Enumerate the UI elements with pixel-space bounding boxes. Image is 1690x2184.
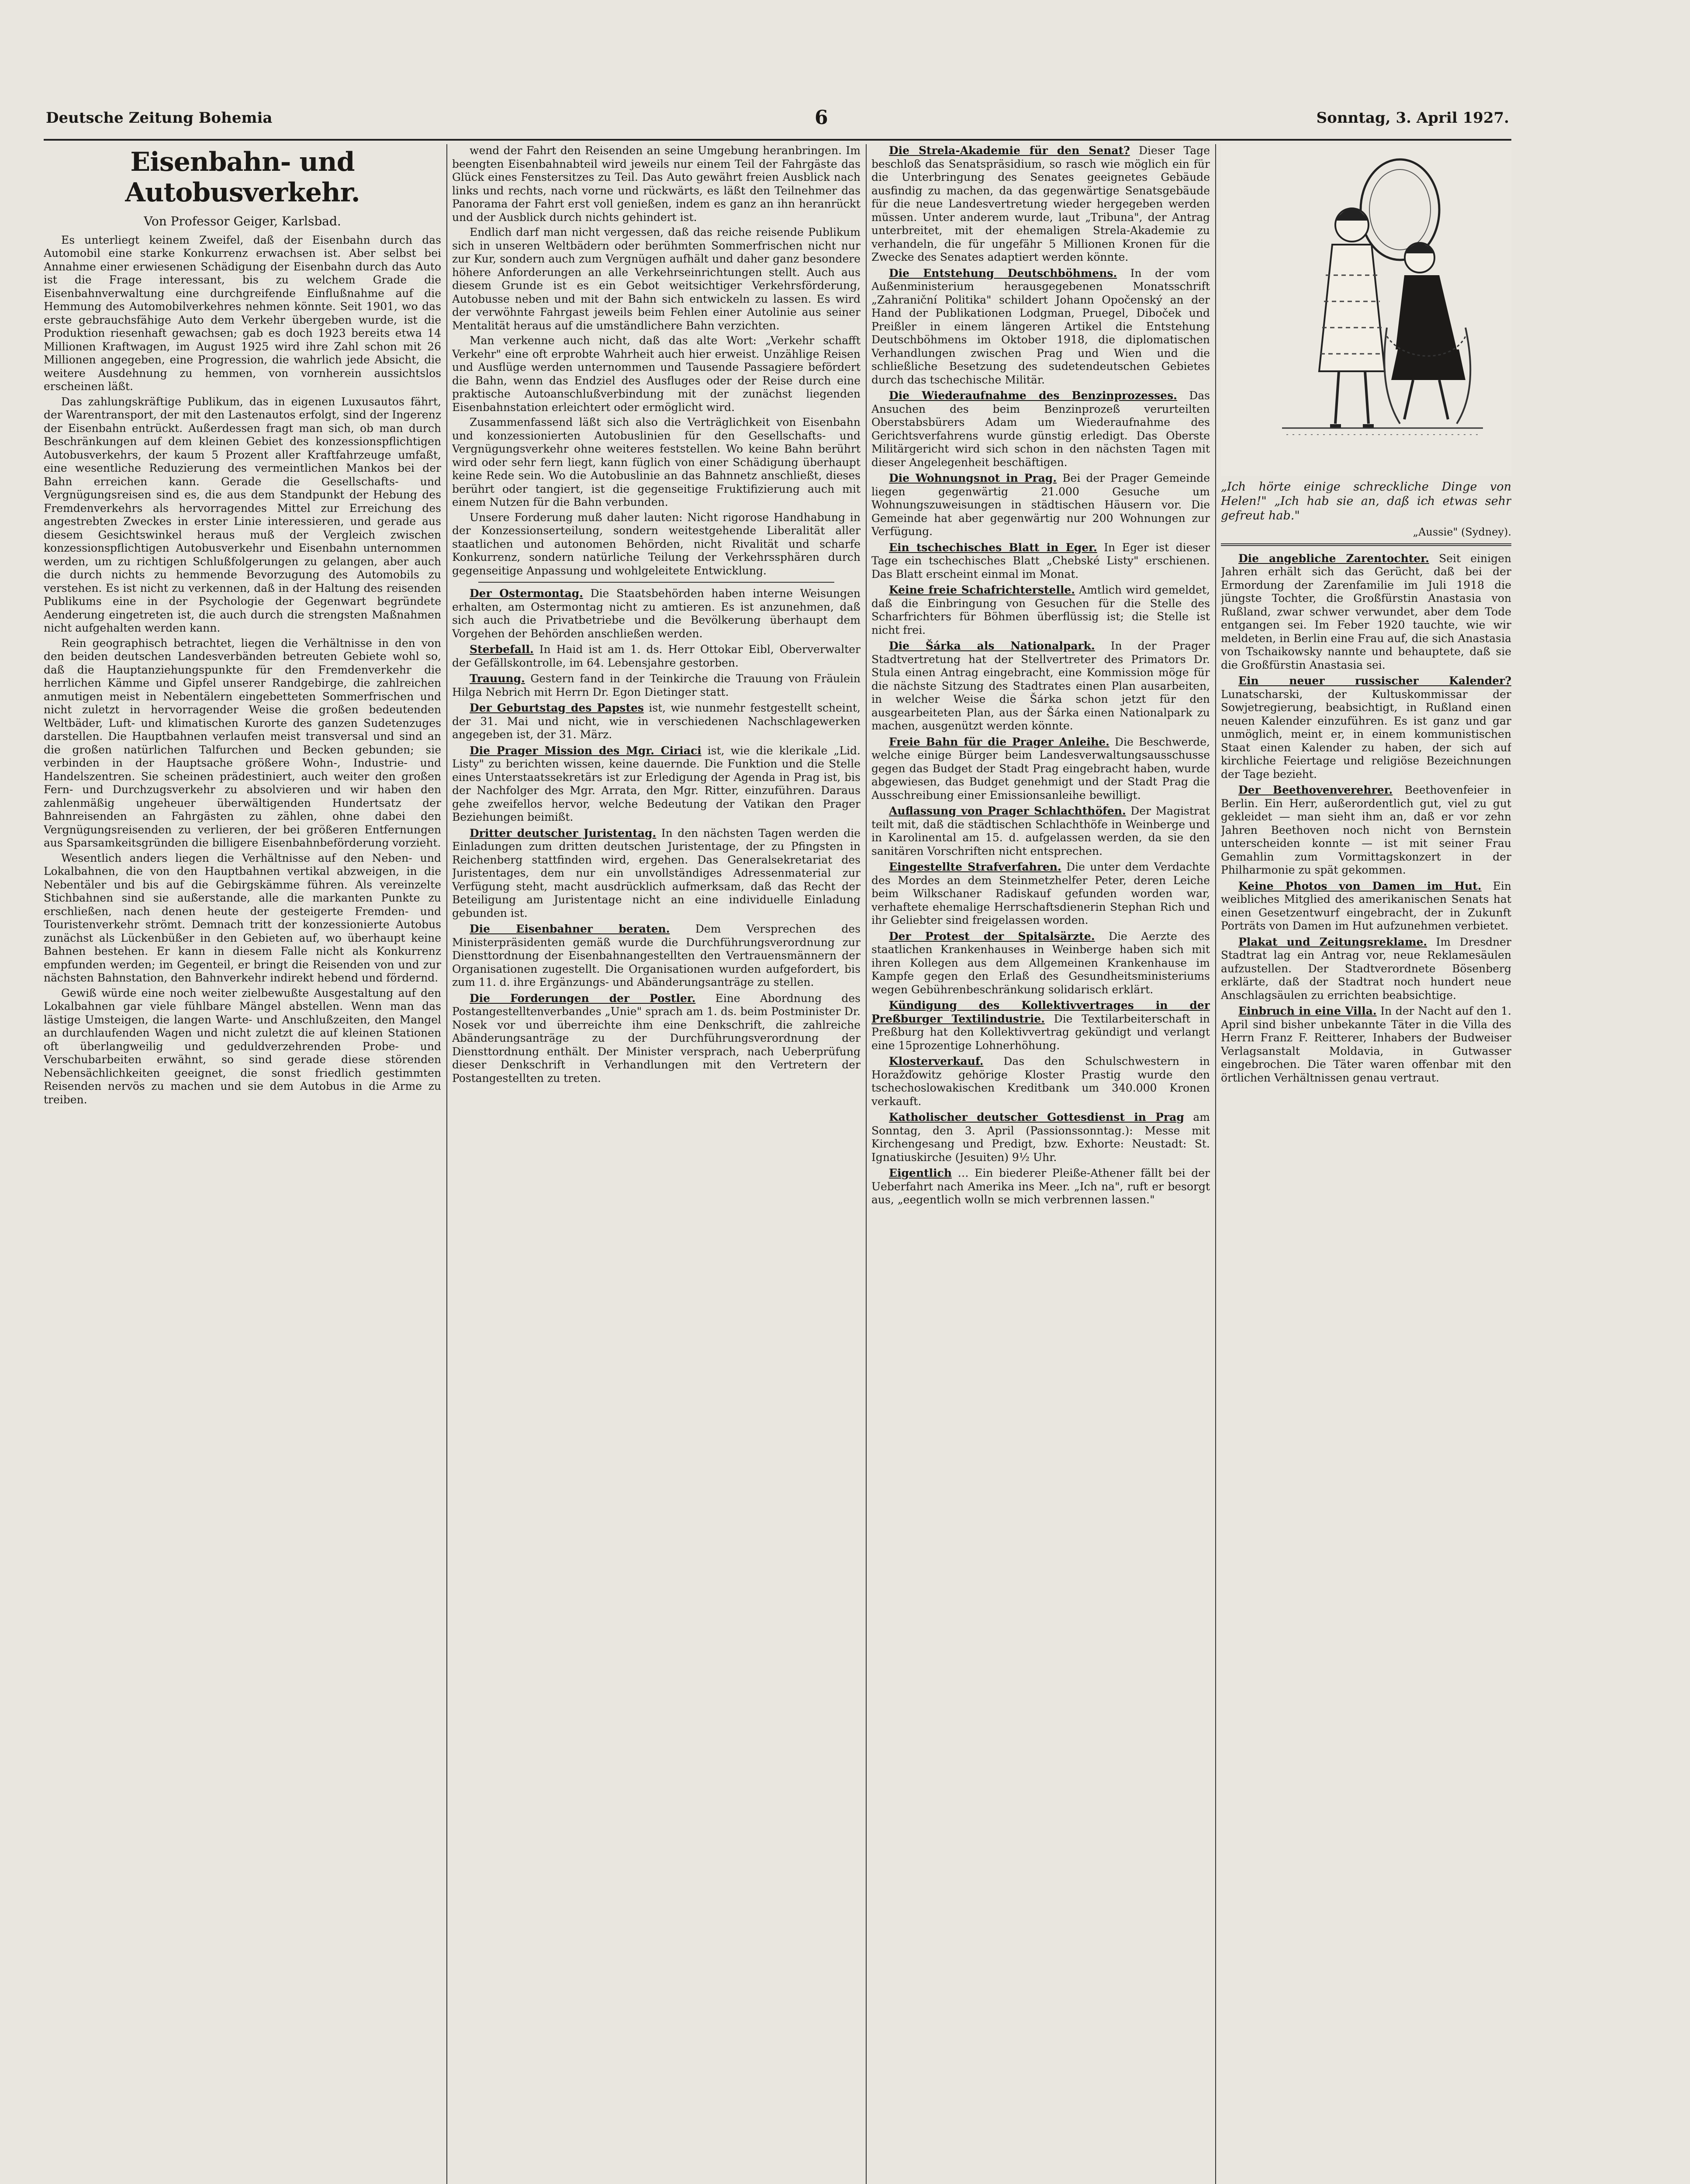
news-item-heading: Der Geburtstag des Papstes xyxy=(470,702,644,714)
article-byline: Von Professor Geiger, Karlsbad. xyxy=(144,214,341,228)
issue-date: Sonntag, 3. April 1927. xyxy=(1316,109,1509,127)
header-rule xyxy=(44,139,1511,141)
news-item-heading: Die Entstehung Deutschböhmens. xyxy=(889,266,1117,280)
news-item xyxy=(452,587,861,640)
news-item-heading: Auflassung von Prager Schlachthöfen. xyxy=(889,805,1126,817)
news-item-text: Dem Versprechen des Ministerpräsidenten gemäß wurde die Durchführungsverordnung zur Diensttordnung der Eisenbahnangestellten den Vertrauensmännern der Organisationen zugestellt. Die Organisationen wurden aufgefordert, bis zum 11. d. ihre Ergänzungs- und Abänderungsanträge zu stellen. xyxy=(452,923,861,988)
news-item-text: Dieser Tage beschloß das Senatspräsidium, so rasch wie möglich ein für die Unterbringung des Senates geeignetes Gebäude ausfindig zu machen, da das gegenwärtige Senatsgebäude für die neue Landesvertretung wieder hergegeben werden müssen. Unter anderem wurde, laut „Tribuna", der Antrag unterbreitet, mit der ehemaligen Strela-Akademie zu verhandeln, die für ungefähr 5 Millionen Kronen für die Zwecke des Senates adaptiert werden könnte. xyxy=(871,144,1210,263)
news-item-text: Die Staatsbehörden haben interne Weisungen erhalten, am Ostermontag nicht zu amtieren. Es ist anzunehmen, daß sich auch die Privatbetriebe und die Bevölkerung überhaupt dem Vorgehen der Behörden anschließen werden. xyxy=(452,587,861,640)
column-4 xyxy=(1221,144,1511,2184)
news-item-heading: Keine Photos von Damen im Hut. xyxy=(1238,879,1482,892)
news-items xyxy=(871,144,1210,1207)
news-item-text: Die Textilarbeiterschaft in Preßburg hat den Kollektivvertrag gekündigt und verlangt eine 15prozentige Lohnerhöhung. xyxy=(871,1012,1210,1052)
news-item-heading: Die Wiederaufnahme des Benzinprozesses. xyxy=(889,389,1177,402)
news-item xyxy=(452,992,861,1085)
news-item-text: Das den Schulschwestern in Horažďowitz gehörige Kloster Prastig wurde den tschechoslowakischen Kreditbank um 340.000 Kronen verkauft. xyxy=(871,1055,1210,1108)
news-item-text: Das Ansuchen des beim Benzinprozeß verurteilten Oberstabsbürers Adam um Wiederaufnahme des Gerichtsverfahrens wurde günstig erledigt. Das Oberste Militärgericht wird sich schon in den nächsten Tagen mit dieser Angelegenheit beschäftigen. xyxy=(871,389,1210,469)
news-items xyxy=(1221,552,1511,1085)
news-item-heading: Der Protest der Spitalsärzte. xyxy=(889,930,1095,943)
news-item xyxy=(1221,552,1511,672)
cartoon-illustration xyxy=(1221,144,1511,476)
news-item xyxy=(871,930,1210,997)
news-item-heading: Die Eisenbahner beraten. xyxy=(470,923,670,935)
news-item xyxy=(871,584,1210,637)
news-item xyxy=(871,541,1210,581)
news-item-heading: Kündigung des Kollektivvertrages in der Preßburger Textilindustrie. xyxy=(871,999,1210,1025)
news-item-heading: Die Forderungen der Postler. xyxy=(470,992,696,1005)
news-items xyxy=(452,587,861,1085)
column-divider xyxy=(446,144,447,2184)
news-item-heading: Sterbefall. xyxy=(470,643,534,656)
article-paragraph: Das zahlungskräftige Publikum, das in eigenen Luxusautos fährt, der Warentransport, der mit den Lastenautos erfolgt, sind der Ingerenz der Eisenbahn entrückt. Außerdessen fragt man sich, ob man durch Beschränkungen auf dem kleinen Gebiet des konzessionspflichtigen Autobusverkehrs, der kaum 5 Prozent aller Kraftfahrzeuge umfaßt, eine wesentliche Reduzierung des vermeintlichen Mankos bei der Bahn erreichen kann. Gerade die Gesellschafts- und Vergnügungsreisen sind es, die aus dem Standpunkt der Hebung des Fremdenverkehrs als hervorragendes Mittel zur Erreichung des angestrebten Zweckes in erster Linie interessieren, und gerade aus diesem Gesichtswinkel heraus muß der Vergleich zwischen konzessionspflichtigen Autobusverkehr und Eisenbahn unternommen werden, um zu richtigen Schlußfolgerungen zu gelangen, aber auch die durch nichts zu hemmende Bevorzugung des Automobils zu verstehen. Es ist nicht zu verkennen, daß in der Haltung des reisenden Publikums eine in der Psychologie der Gegenwart begründete Aenderung eingetreten ist, die auch durch die strengsten Maßnahmen nicht aufgehalten werden kann. xyxy=(44,395,441,634)
news-item-text: Ein weibliches Mitglied des amerikanischen Senats hat einen Gesetzentwurf eingebracht, der in Zukunft Porträts von Damen im Hut aufzunehmen verbietet. xyxy=(1221,879,1511,932)
cartoon-two-women-icon xyxy=(1221,144,1511,476)
page-number: 6 xyxy=(815,107,828,129)
news-item-text: Die Beschwerde, welche einige Bürger beim Landesverwaltungsausschusse gegen das Budget der Stadt Prag eingebracht haben, wurde abgewiesen, das Budget genehmigt und der Stadt Prag die Ausschreibung einer Emissionsanleihe bewilligt. xyxy=(871,735,1210,802)
news-item-text: Lunatscharski, der Kultuskommissar der Sowjetregierung, beabsichtigt, in Rußland einen neuen Kalender einzuführen. Es ist ganz und gar unmöglich, meint er, in einem kommunistischen Staat einen Kalender zu haben, der sich auf kirchliche Feiertage und religiöse Bezeichnungen der Tage bezieht. xyxy=(1221,688,1511,781)
news-item-text: In der Prager Stadtvertretung hat der Stellvertreter des Primators Dr. Stula einen Antrag eingebracht, eine Kommission möge für die nächste Sitzung des Stadtrates einen Plan ausarbeiten, in welcher Weise die Šárka schon jetzt für den ausgearbeiteten Plan, aus der Šárka einen Nationalpark zu machen, ausgenützt werden könnte. xyxy=(871,639,1210,732)
news-item-text: Die Aerzte des staatlichen Krankenhauses in Weinberge haben sich mit ihren Kollegen aus dem Allgemeinen Krankenhause im Kampfe gegen den Erlaß des Gesundheitsministeriums wegen Gebührenbeschränkung solidarisch erklärt. xyxy=(871,930,1210,996)
news-item xyxy=(452,702,861,742)
news-item xyxy=(871,736,1210,802)
news-item-heading: Die Prager Mission des Mgr. Ciriaci xyxy=(470,744,702,757)
news-item-text: am Sonntag, den 3. April (Passionssonntag.): Messe mit Kirchengesang und Predigt, bzw. Exhorte: Neustadt: St. Ignatiuskirche (Jesuiten) 9½ Uhr. xyxy=(871,1111,1210,1164)
cartoon-credit: „Aussie" (Sydney). xyxy=(1413,526,1511,538)
news-item xyxy=(871,267,1210,387)
news-item xyxy=(871,805,1210,858)
news-item-text: … Ein biederer Pleiße-Athener fällt bei der Ueberfahrt nach Amerika ins Meer. „Ich na", ruft er besorgt aus, „eegentlich wolln se mich verbrennen lassen." xyxy=(871,1167,1210,1206)
news-item-heading: Die Strela-Akademie für den Senat? xyxy=(889,144,1130,157)
news-item xyxy=(871,1111,1210,1164)
news-item-heading: Freie Bahn für die Prager Anleihe. xyxy=(889,735,1109,748)
news-item-text: Der Magistrat teilt mit, daß die städtischen Schlachthöfe in Weinberge und in Karolinental am 15. d. aufgelassen werden, da sie den sanitären Vorschriften nicht entsprechen. xyxy=(871,805,1210,857)
news-item-heading: Ein tschechisches Blatt in Eger. xyxy=(889,541,1097,554)
news-item-text: In der vom Außenministerium herausgegebenen Monatsschrift „Zahraniční Politika" schildert Johann Opočenský an der Hand der Publikationen Lodgman, Pruegel, Diboček und Preißler in einem längeren Artikel die Entstehung Deutschböhmens im Oktober 1918, die diplomatischen Verhandlungen zwischen Prag und Wien und die schließliche Besetzung des sudetendeutschen Gebietes durch das tschechische Militär. xyxy=(871,266,1210,386)
news-item-text: ist, wie die klerikale „Lid. Listy" zu berichten wissen, keine dauernde. Die Funktion und die Stelle eines Unterstaatssekretärs ist zur Erledigung der Agenda in Prag ist, bis der Nachfolger des Mgr. Arrata, den Mgr. Ritter, einzuführen. Daraus gehe zweifellos hervor, welche Bedeutung der Vatikan den Prager Beziehungen beimißt. xyxy=(452,744,861,823)
news-item xyxy=(452,827,861,920)
column-divider xyxy=(866,144,867,2184)
news-item-heading: Einbruch in eine Villa. xyxy=(1238,1005,1377,1017)
news-item-text: Seit einigen Jahren erhält sich das Gerücht, daß bei der Ermordung der Zarenfamilie im Juli 1918 die jüngste Tochter, die Großfürstin Anastasia von Rußland, zwar schwer verwundet, aber dem Tode entgangen sei. Im Feber 1920 tauchte, wie wir meldeten, in Berlin eine Frau auf, die sich Anastasia von Tschaikowsky nannte und behauptete, daß sie die Großfürstin Anastasia sei. xyxy=(1221,552,1511,671)
news-item-heading: Der Ostermontag. xyxy=(470,587,583,600)
news-item-text: Bei der Prager Gemeinde liegen gegenwärtig 21.000 Gesuche um Wohnungszuweisungen in städtischen Häusern vor. Die Gemeinde hat aber gegenwärtig nur 200 Wohnungen zur Verfügung. xyxy=(871,472,1210,538)
news-item xyxy=(871,1055,1210,1108)
paper-title: Deutsche Zeitung Bohemia xyxy=(46,109,273,127)
news-item-heading: Der Beethovenverehrer. xyxy=(1238,784,1393,796)
ornamental-rule xyxy=(1221,543,1511,546)
article-headline: Eisenbahn- und Autobusverkehr. xyxy=(125,147,360,208)
news-item-text: Die unter dem Verdachte des Mordes an dem Steinmetzhelfer Peter, deren Leiche beim Wilkschaner Radiskauf gefunden worden war, verhaftete ehemalige Herrschaftsdienerin Stephan Rich und ihr Geliebter sind freigelassen worden. xyxy=(871,860,1210,926)
news-item xyxy=(871,472,1210,539)
news-item-text: Beethovenfeier in Berlin. Ein Herr, außerordentlich gut, viel zu gut gekleidet — man sieht ihm an, daß er vor zehn Jahren Beethoven noch nicht von Bernstein unterscheiden konnte — ist mit seiner Frau Gemahlin zum Vormittagskonzert in der Philharmonie zu spät gekommen. xyxy=(1221,784,1511,876)
cartoon-caption: „Ich hörte einige schreckliche Dinge von Helen!" „Ich hab sie an, daß ich etwas sehr gefreut hab." xyxy=(1221,480,1511,522)
news-item-heading: Dritter deutscher Juristentag. xyxy=(470,826,657,840)
article-paragraph: Rein geographisch betrachtet, liegen die Verhältnisse in den von den beiden deutschen Landesverbänden betreuten Gebiete wohl so, daß die Hauptanziehungspunkte für den Fremdenverkehr die herrlichen Kämme und Gipfel unserer Randgebirge, die zahlreichen anmutigen meist in Nebentälern eingebetteten Sommerfrischen und nicht zuletzt in hervorragender Weise die großen bedeutenden Weltbäder, Luft- und klimatischen Kurorte des ganzen Sudetenzuges darstellen. Die Hauptbahnen verlaufen meist transversal und sind an die großen natürlichen Talfurchen und Becken gebunden; sie verbinden in der Hauptsache größere Wohn-, Industrie- und Handelszentren. Sie scheinen prädestiniert, auch weiter den großen Fern- und Durchzugsverkehr zu absolvieren und wir haben den zahlenmäßig ungeheuer überwältigenden Hundertsatz der Bahnreisenden an Fahrgästen zu zählen, ohne dabei den Vergnügungsreisenden zu verlieren, der bei größeren Entfernungen aus Sparsamkeitsgründen die billigere Eisenbahnbeförderung vorzieht. xyxy=(44,636,441,849)
news-item xyxy=(1221,880,1511,933)
article-paragraph: Es unterliegt keinem Zweifel, daß der Eisenbahn durch das Automobil eine starke Konkurrenz erwachsen ist. Aber selbst bei Annahme einer erwiesenen Schädigung der Eisenbahn durch das Auto ist die Frage interessant, bis zu welchem Grade die Eisenbahnverwaltung eine durchgreifende Einflußnahme auf die Hemmung des Automobilverkehres nehmen könnte. Seit 1901, wo das erste gebrauchsfähige Auto dem Verkehr übergeben wurde, ist die Produktion riesenhaft gewachsen; gab es doch 1923 bereits etwa 14 Millionen Kraftwagen, im August 1925 wird ihre Zahl schon mit 26 Millionen angegeben, eine Progression, die wahrlich jede Absicht, die weitere Ausdehnung zu hemmen, von vornherein aussichtslos erscheinen läßt. xyxy=(44,233,441,393)
news-item xyxy=(1221,1005,1511,1085)
news-item-heading: Ein neuer russischer Kalender? xyxy=(1238,674,1511,687)
news-item xyxy=(452,744,861,824)
news-item xyxy=(871,389,1210,469)
article-paragraph: Gewiß würde eine noch weiter zielbewußte Ausgestaltung auf den Lokalbahnen gar viele fühlbare Mängel abstellen. Wenn man das lästige Umsteigen, die langen Warte- und Anschlußzeiten, den Mangel an durchlaufenden Wagen und nicht zuletzt die auf kleinen Stationen oft überlangweilig und geduldverzehrenden Probe- und Verschubarbeiten erwähnt, so sind gerade diese störenden Nebensächlichkeiten geeignet, die sonst friedlich gestimmten Reisenden nervös zu machen und sie dem Autobus in die Arme zu treiben. xyxy=(44,986,441,1106)
news-item xyxy=(452,672,861,699)
news-item-text: In Haid ist am 1. ds. Herr Ottokar Eibl, Oberverwalter der Gefällskontrolle, im 64. Lebensjahre gestorben. xyxy=(452,643,861,669)
news-item xyxy=(452,643,861,670)
article-paragraph: Endlich darf man nicht vergessen, daß das reiche reisende Publikum sich in unseren Weltbädern oder berühmten Sommerfrischen nicht nur zur Kur, sondern auch zum Vergnügen aufhält und daher ganz besondere höhere Anforderungen an alle Verkehrseinrichtungen stellt. Auch aus diesem Grunde ist es ein Gebot weitsichtiger Verkehrsförderung, Autobusse neben und mit der Bahn sich entwickeln zu lassen. Es wird der verwöhnte Fahrgast jeweils beim Fehlen einer Autolinie aus seiner Mentalität heraus auf die umständlichere Bahn verzichten. xyxy=(452,226,861,332)
news-item-heading: Eingestellte Strafverfahren. xyxy=(889,860,1061,873)
news-item xyxy=(1221,784,1511,877)
column-1 xyxy=(44,144,441,2184)
news-item xyxy=(1221,674,1511,781)
news-item-text: In den nächsten Tagen werden die Einladungen zum dritten deutschen Juristentage, der zu Pfingsten in Reichenberg stattfinden wird, ergehen. Das Generalsekretariat des Juristentages, dem nur ein unvollständiges Adressenmaterial zur Verfügung steht, macht ausdrücklich aufmerksam, daß das Recht der Beteiligung am Juristentage nicht an eine individuelle Einladung gebunden ist. xyxy=(452,826,861,919)
news-item-heading: Klosterverkauf. xyxy=(889,1055,984,1068)
news-item-heading: Die angebliche Zarentochter. xyxy=(1238,552,1429,565)
news-item-heading: Keine freie Schafrichterstelle. xyxy=(889,584,1075,596)
news-item-text: Eine Abordnung des Postangestelltenverbandes „Unie" sprach am 1. ds. beim Postminister Dr. Nosek vor und überreichte ihm eine Denkschrift, die zahlreiche Abänderungsanträge zu der Durchführungsverordnung der Diensttordnung enthält. Der Minister versprach, nach Ueberprüfung dieser Denkschrift in Verhandlungen mit den Vertretern der Postangestellten zu treten. xyxy=(452,992,861,1085)
news-item-text: In Eger ist dieser Tage ein tschechisches Blatt „Chebské Listy" erschienen. Das Blatt erscheint einmal im Monat. xyxy=(871,541,1210,581)
news-item xyxy=(871,860,1210,927)
news-item-heading: Eigentlich xyxy=(889,1167,952,1179)
news-item-heading: Katholischer deutscher Gottesdienst in Prag xyxy=(889,1111,1184,1123)
article-paragraph: Wesentlich anders liegen die Verhältnisse auf den Neben- und Lokalbahnen, die von den Hauptbahnen vertikal abzweigen, in die Nebentäler und bis auf die Gebirgskämme führen. Als vereinzelte Stichbahnen sind sie außerstande, alle die markanten Punkte zu erschließen, nach denen heute der gesteigerte Fremden- und Touristenverkehr strömt. Demnach tritt der konzessionierte Autobus zunächst als Lückenbüßer in den Gebieten auf, wo überhaupt keine Bahnen bestehen. Er kann in diesem Falle nicht als Konkurrenz empfunden werden; im Gegenteil, er bringt die Reisenden von und zur nächsten Bahnstation, den Bahnverkehr indirekt hebend und fördernd. xyxy=(44,851,441,984)
article-paragraph: Unsere Forderung muß daher lauten: Nicht rigorose Handhabung in der Konzessionserteilung, sondern weitestgehende Liberalität aller staatlichen und autonomen Behörden, nicht Rivalität und scharfe Konkurrenz, sondern natürliche Teilung der Verkehrssphären durch gegenseitige Anpassung und wohlgeleitete Entwicklung. xyxy=(452,511,861,577)
news-item-heading: Trauung. xyxy=(470,672,525,685)
news-item xyxy=(452,923,861,989)
news-item-text: ist, wie nunmehr festgestellt scheint, der 31. Mai und nicht, wie in verschiedenen Nachschlagewerken angegeben ist, der 31. März. xyxy=(452,702,861,741)
column-divider xyxy=(1215,144,1216,2184)
news-item xyxy=(1221,936,1511,1002)
news-item-heading: Plakat und Zeitungsreklame. xyxy=(1238,935,1427,948)
news-item-heading: Die Šárka als Nationalpark. xyxy=(889,639,1095,652)
article-paragraph: Zusammenfassend läßt sich also die Verträglichkeit von Eisenbahn und konzessionierten Autobuslinien für den Gesellschafts- und Vergnügungsverkehr ohne weiteres feststellen. Wo keine Bahn berührt wird oder sehr fern liegt, kann füglich von einer Schädigung überhaupt keine Rede sein. Wo die Autobuslinie an das Bahnnetz anschließt, dieses berührt oder tangiert, ist die gegenseitige Fruktifizierung auch mit einem Nutzen für die Bahn verbunden. xyxy=(452,416,861,508)
news-item xyxy=(871,999,1210,1052)
news-item xyxy=(871,639,1210,733)
news-item-text: Gestern fand in der Teinkirche die Trauung von Fräulein Hilga Nebrich mit Herrn Dr. Egon Dietinger statt. xyxy=(452,672,861,698)
news-item-text: Im Dresdner Stadtrat lag ein Antrag vor, neue Reklamesäulen aufzustellen. Der Stadtverordnete Bösenberg erklärte, daß der Stadtrat noch hundert neue Anschlagsäulen zu errichten beabsichtige. xyxy=(1221,935,1511,1002)
section-rule xyxy=(478,582,834,583)
news-item-text: Amtlich wird gemeldet, daß die Einbringung von Gesuchen für die Stelle des Scharfrichters für Böhmen überflüssig ist; die Stelle ist nicht frei. xyxy=(871,584,1210,636)
column-3 xyxy=(871,144,1210,2184)
news-item xyxy=(871,144,1210,264)
page-header xyxy=(46,109,1509,127)
column-2 xyxy=(452,144,861,2184)
article-paragraph: Man verkenne auch nicht, daß das alte Wort: „Verkehr schafft Verkehr" eine oft erprobte Wahrheit auch hier erweist. Unzählige Reisen und Ausflüge werden unternommen und Tausende Passagiere befördert die Bahn, wenn das Endziel des Ausfluges oder der Reise durch eine praktische Autoanschlußverbindung mit der zunächst liegenden Eisenbahnstation erleichtert oder ermöglicht wird. xyxy=(452,334,861,414)
news-item xyxy=(871,1167,1210,1207)
news-item-text: In der Nacht auf den 1. April sind bisher unbekannte Täter in die Villa des Herrn Franz F. Reitterer, Inhabers der Budweiser Verlagsanstalt Moldavia, in Gutwasser eingebrochen. Die Täter waren offenbar mit den örtlichen Verhältnissen genau vertraut. xyxy=(1221,1005,1511,1084)
news-item-heading: Die Wohnungsnot in Prag. xyxy=(889,472,1057,484)
article-paragraph: wend der Fahrt den Reisenden an seine Umgebung heranbringen. Im beengten Eisenbahnabteil wird jeweils nur einem Teil der Fahrgäste das Glück eines Fenstersitzes zu Teil. Das Auto gewährt freien Ausblick nach links und rechts, nach vorne und rückwärts, es läßt den Teilnehmer das Panorama der Fahrt erst voll genießen, indem es ganz an ihn heranrückt und der Ausblick durch nichts gehindert ist. xyxy=(452,144,861,224)
